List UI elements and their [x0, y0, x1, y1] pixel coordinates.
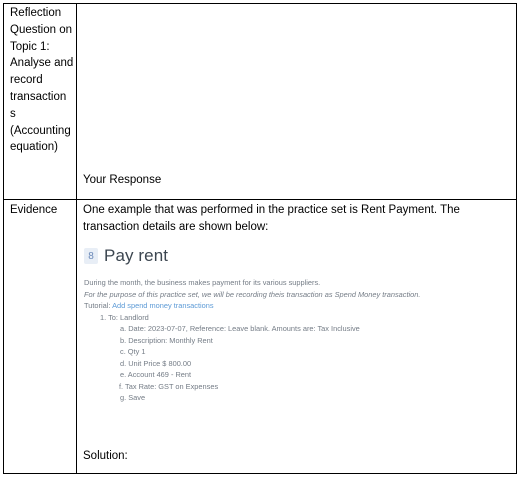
question-line: record: [10, 74, 43, 87]
step-header: [84, 243, 504, 269]
your-response-label: Your Response: [83, 174, 162, 186]
tutorial-prefix: Tutorial:: [84, 301, 113, 310]
step-title: Pay rent: [104, 246, 169, 265]
embedded-instruction-screenshot: [84, 243, 504, 404]
column-divider: [76, 4, 77, 473]
question-line: Reflection: [10, 7, 62, 19]
evidence-text: One example that was performed in the practice set is Rent Payment. The transaction details are shown below:: [83, 204, 460, 233]
evidence-label: Evidence: [10, 204, 58, 216]
instruction-line-italic: For the purpose of this practice set, we will be recording theis transaction as Spend Money transaction.: [84, 289, 421, 299]
sub-step-item: a. Date: 2023-07-07, Reference: Leave blank. Amounts are: Tax Inclusive: [120, 324, 360, 333]
instruction-line: During the month, the business makes payment for its various suppliers.: [84, 278, 321, 287]
sub-step-item: f. Tax Rate: GST on Expenses: [119, 381, 219, 391]
tutorial-link[interactable]: Add spend money transactions: [112, 301, 214, 310]
question-line: equation): [10, 141, 58, 154]
question-line: Analyse and: [10, 57, 74, 70]
question-line: (Accounting: [10, 124, 71, 137]
question-line: Question on: [10, 23, 73, 36]
sub-step-item: g. Save: [120, 393, 146, 402]
question-line: Topic 1:: [10, 40, 50, 53]
row-divider: [4, 199, 516, 200]
step-number-badge: 8: [84, 248, 98, 264]
sub-step-item: d. Unit Price $ 800.00: [120, 358, 192, 368]
solution-label: Solution:: [83, 450, 128, 462]
tutorial-line: [84, 300, 504, 312]
sub-step-item: b. Description: Monthly Rent: [120, 335, 213, 345]
sub-step-item: c. Qty 1: [120, 347, 146, 356]
step-item: 1. To: Landlord: [100, 312, 149, 322]
sub-step-item: e. Account 469 - Rent: [120, 370, 192, 379]
question-cell: [10, 5, 74, 156]
question-line: s: [10, 107, 16, 120]
question-line: transaction: [10, 90, 67, 103]
